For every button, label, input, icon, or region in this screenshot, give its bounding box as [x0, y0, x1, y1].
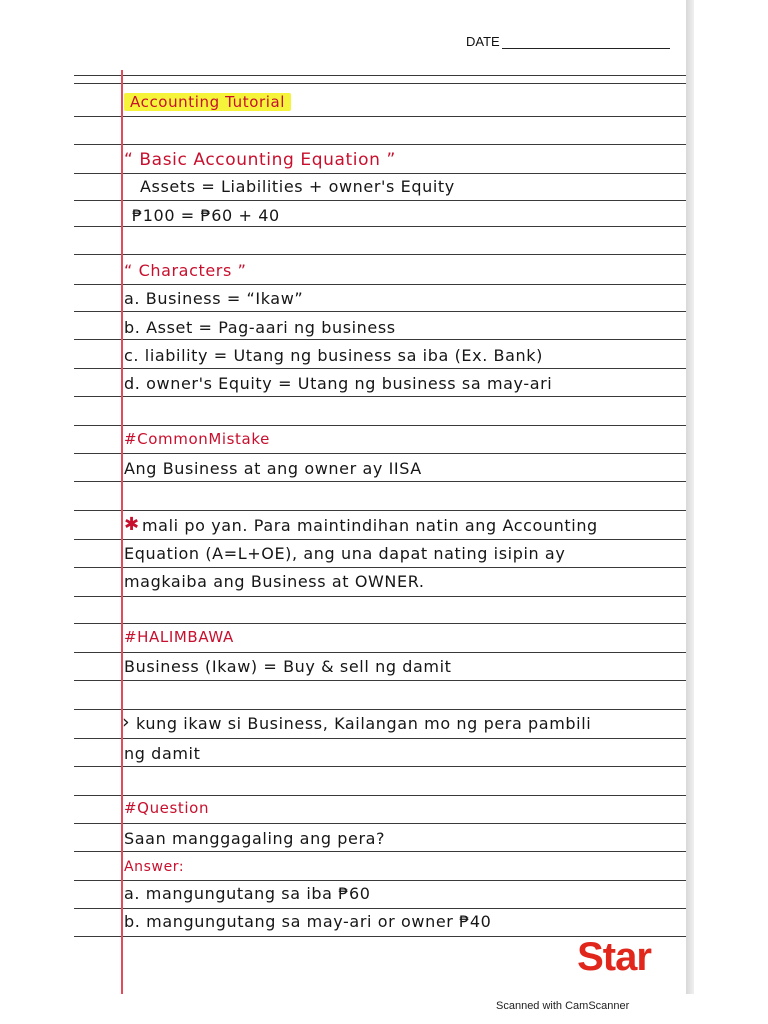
ruled-line: [74, 75, 686, 76]
ruled-line: [74, 144, 686, 145]
ruled-line: [74, 481, 686, 482]
answer-label: Answer:: [124, 859, 185, 875]
ruled-line: [74, 173, 686, 174]
correction-line-2: Equation (A=L+OE), ang una dapat nating isipin ay: [124, 544, 566, 563]
scanner-footer: Scanned with CamScanner: [496, 1000, 630, 1012]
ruled-line: [74, 226, 686, 227]
ruled-line: [74, 596, 686, 597]
character-business: a. Business = “Ikaw”: [124, 289, 304, 308]
star-logo: Star: [577, 935, 651, 979]
date-blank-line: [502, 36, 670, 49]
answer-b: b. mangungutang sa may-ari or owner ₱40: [124, 912, 492, 931]
ruled-line: [74, 510, 686, 511]
halimbawa-text: Business (Ikaw) = Buy & sell ng damit: [124, 657, 452, 676]
ruled-line: [74, 851, 686, 852]
common-mistake-tag: #CommonMistake: [124, 430, 270, 448]
correction-line-3: magkaiba ang Business at OWNER.: [124, 572, 425, 591]
character-liability: c. liability = Utang ng business sa iba (Ex. Bank): [124, 346, 543, 365]
tutorial-title: Accounting Tutorial: [124, 93, 291, 111]
ruled-line: [74, 453, 686, 454]
date-label: DATE: [466, 34, 500, 49]
ruled-line: [74, 368, 686, 369]
ruled-line: [74, 908, 686, 909]
ruled-line: [74, 284, 686, 285]
date-field: [466, 34, 670, 49]
ruled-line: [74, 200, 686, 201]
question-tag: #Question: [124, 799, 210, 817]
equation-heading: “ Basic Accounting Equation ”: [124, 150, 396, 170]
common-mistake-text: Ang Business at ang owner ay IISA: [124, 459, 422, 478]
character-asset: b. Asset = Pag-aari ng business: [124, 318, 396, 337]
ruled-line: [74, 880, 686, 881]
ruled-line: [74, 795, 686, 796]
equation-words: Assets = Liabilities + owner's Equity: [140, 177, 455, 196]
ruled-line: [74, 738, 686, 739]
margin-line: [121, 70, 123, 994]
ruled-line: [74, 425, 686, 426]
ruled-line: [74, 116, 686, 117]
correction-line-1: mali po yan. Para maintindihan natin ang Accounting: [142, 516, 598, 535]
arrow-icon: ›: [122, 711, 131, 733]
ruled-line: [74, 766, 686, 767]
ruled-line: [74, 623, 686, 624]
ruled-line: [74, 83, 686, 84]
answer-a: a. mangungutang sa iba ₱60: [124, 884, 371, 903]
ruled-line: [74, 567, 686, 568]
page-edge: [686, 0, 694, 994]
ruled-line: [74, 254, 686, 255]
ruled-line: [74, 709, 686, 710]
characters-heading: “ Characters ”: [124, 261, 247, 280]
ruled-line: [74, 396, 686, 397]
ruled-line: [74, 339, 686, 340]
ruled-line: [74, 539, 686, 540]
equation-numbers: ₱100 = ₱60 + 40: [132, 206, 280, 225]
ruled-line: [74, 652, 686, 653]
halimbawa-tag: #HALIMBAWA: [124, 628, 234, 646]
ruled-line: [74, 311, 686, 312]
ruled-line: [74, 823, 686, 824]
question-text: Saan manggagaling ang pera?: [124, 829, 386, 848]
star-icon: ✱: [124, 514, 140, 535]
character-owners-equity: d. owner's Equity = Utang ng business sa may-ari: [124, 374, 553, 393]
kung-line-1: kung ikaw si Business, Kailangan mo ng pera pambili: [136, 714, 592, 733]
kung-line-2: ng damit: [124, 744, 201, 763]
ruled-line: [74, 680, 686, 681]
